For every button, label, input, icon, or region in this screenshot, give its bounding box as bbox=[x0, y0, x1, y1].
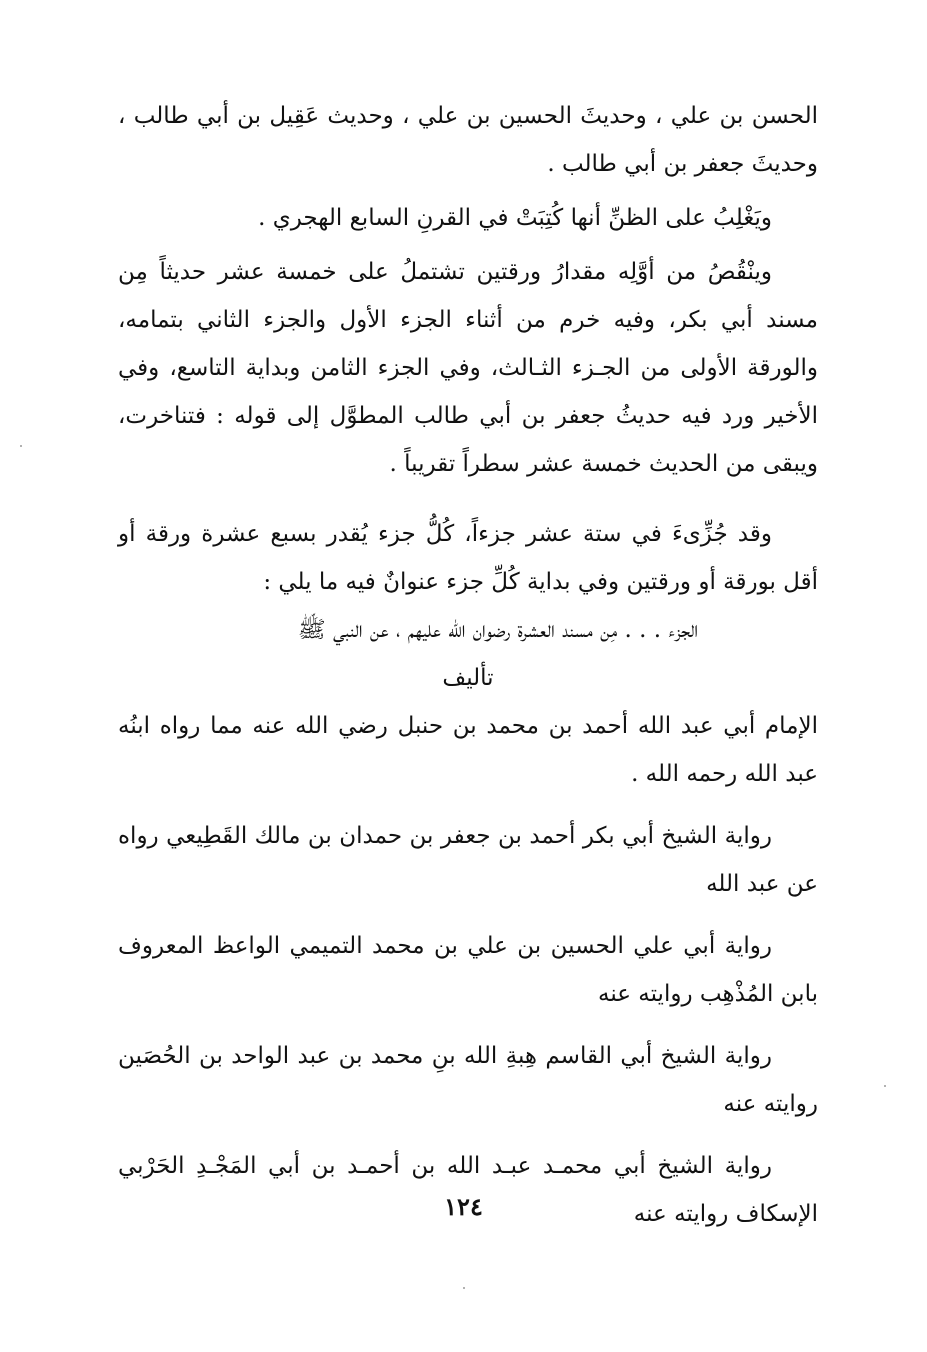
title-line-part: الجزء . . . مِن مسند العشرة رضوان الله عليهم ، عن النبي ﷺ bbox=[297, 617, 699, 643]
entry-imam: الإمام أبي عبد الله أحمد بن محمد بن حنبل رضي الله عنه مما رواه ابنُه عبد الله رحمه الله . bbox=[118, 713, 818, 787]
entry-ibn-al-mudhhib: رواية أبي علي الحسين بن علي بن محمد التميمي الواعظ المعروف بابن المُذْهِب روايته عنه bbox=[118, 933, 818, 1007]
paragraph-narrators: الحسن بن علي ، وحديثَ الحسين بن علي ، وحديث عَقِيل بن أبي طالب ، وحديثَ جعفر بن أبي طالب . bbox=[118, 103, 818, 177]
paragraph-missing-parts: وينْقُصُ من أوَّلِه مقدارُ ورقتين تشتملُ على خمسة عشر حديثاً مِن مسند أبي بكر، وفيه خرم من أثناء الجزء الأول والجزء الثاني بتمامه، والورقة الأولى من الجـزء الثـالث، وفي الجزء الثامن وبداية التاسع، وفي الأخير ورد فيه حديثُ جعفر بن أبي طالب المطوَّل إلى قوله : فتناخرت، ويبقى من الحديث خمسة عشر سطراً تقريباً . bbox=[118, 259, 818, 477]
title-line-authorship: تأليف bbox=[442, 665, 494, 691]
scan-speck bbox=[20, 445, 22, 447]
paragraph-dating: ويَغْلِبُ على الظنِّ أنها كُتِبَتْ في القرنِ السابع الهجري . bbox=[258, 205, 772, 231]
scan-speck bbox=[884, 1085, 886, 1087]
entry-qatii: رواية الشيخ أبي بكر أحمد بن جعفر بن حمدان بن مالك القَطِيعي رواه عن عبد الله bbox=[118, 823, 818, 897]
page-body bbox=[118, 92, 818, 1238]
page-number: ١٢٤ bbox=[444, 1192, 483, 1221]
entry-al-harbi: رواية الشيخ أبي محمـد عبـد الله بن أحمـد بن أبي المَجْـدِ الحَرْبي الإسكاف روايته عنه bbox=[118, 1153, 818, 1227]
entry-ibn-al-husayn: رواية الشيخ أبي القاسم هِبةِ الله بنِ محمد بن عبد الواحد بن الحُصَين روايته عنه bbox=[118, 1043, 818, 1117]
paragraph-division: وقد جُزِّىءَ في ستة عشر جزءاً، كُلُّ جزء يُقدر بسبع عشرة ورقة أو أقل بورقة أو ورقتين وفي بداية كُلِّ جزء عنوانٌ فيه ما يلي : bbox=[118, 521, 818, 595]
scan-speck bbox=[463, 1287, 465, 1289]
